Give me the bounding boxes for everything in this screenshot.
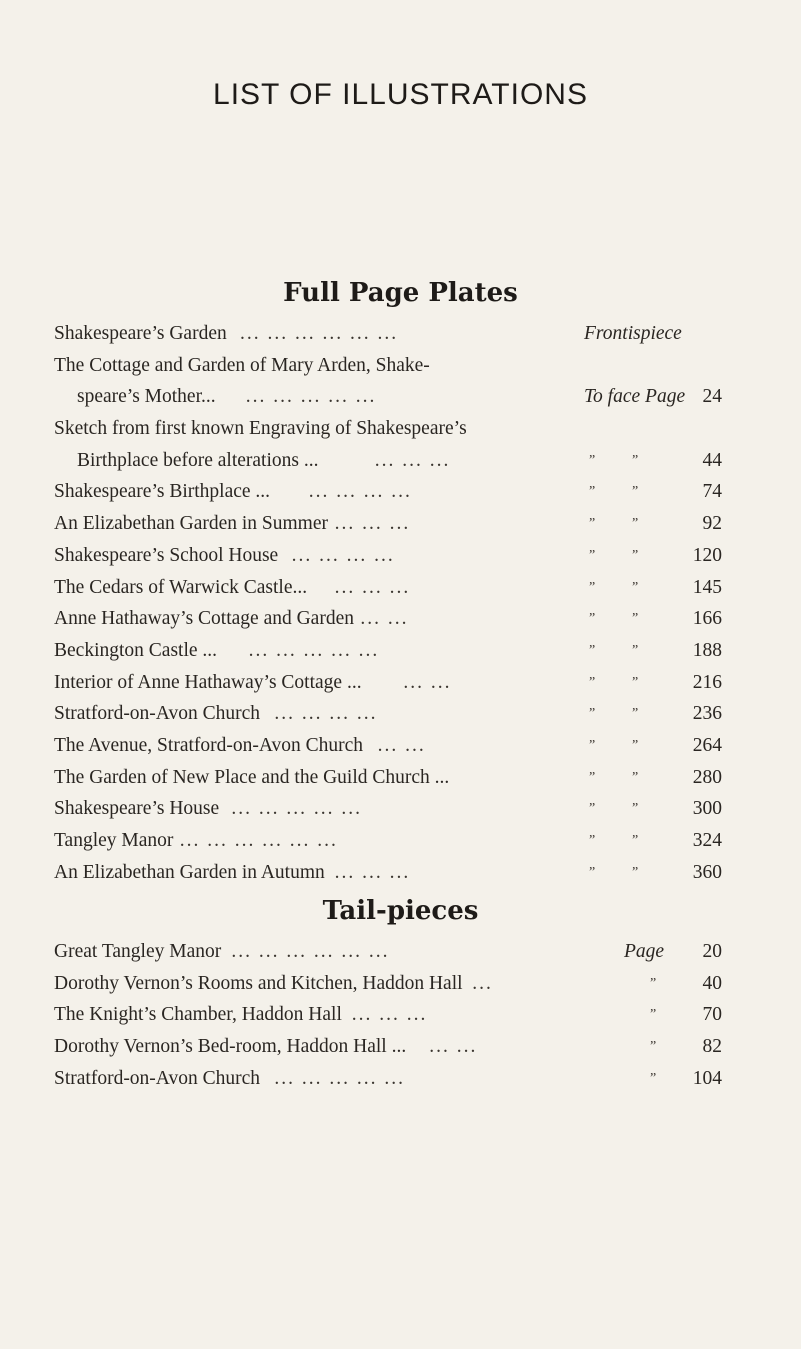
- ditto-mark: ”: [650, 1007, 657, 1023]
- list-item: [54, 318, 722, 350]
- list-item: [54, 968, 722, 1000]
- list-item: [54, 793, 722, 825]
- page-number: 360: [692, 861, 722, 883]
- page-number: 216: [692, 671, 722, 693]
- list-item: [54, 635, 722, 667]
- list-item: [54, 572, 722, 604]
- page-number: 44: [702, 449, 722, 471]
- item-title: Stratford-on-Avon Church: [54, 1067, 260, 1089]
- leader-dots: ... ... ... ... ...: [245, 386, 377, 408]
- page-number: 280: [692, 766, 722, 788]
- page-number: 264: [692, 734, 722, 756]
- ditto-mark: ”: [589, 516, 596, 532]
- page-number: 92: [702, 513, 722, 535]
- page-number: 120: [692, 544, 722, 566]
- page-reference: Frontispiece: [584, 323, 682, 344]
- list-item: [54, 762, 722, 794]
- item-title: Anne Hathaway’s Cottage and Garden: [54, 608, 354, 630]
- leader-dots: ... ... ... ...: [308, 481, 412, 503]
- ditto-mark: ”: [632, 484, 639, 500]
- leader-dots: ... ... ...: [374, 449, 451, 471]
- page-number: 236: [692, 703, 722, 725]
- tail-pieces-list: [54, 936, 722, 1094]
- list-item: [54, 1031, 722, 1063]
- ditto-mark: ”: [632, 706, 639, 722]
- ditto-mark: ”: [632, 611, 639, 627]
- item-title: Shakespeare’s Garden: [54, 323, 227, 344]
- ditto-mark: ”: [589, 547, 596, 563]
- leader-dots: ... ... ...: [334, 513, 411, 535]
- ditto-mark: ”: [650, 975, 657, 991]
- page-number: 82: [702, 1036, 722, 1058]
- page-reference: Page: [624, 941, 665, 962]
- section-heading-full-page-plates: Full Page Plates: [283, 278, 518, 308]
- page-number: 166: [692, 608, 722, 630]
- item-title: The Avenue, Stratford-on-Avon Church: [54, 734, 364, 756]
- item-title: Dorothy Vernon’s Bed-room, Haddon Hall ...: [54, 1036, 407, 1058]
- item-title: The Cottage and Garden of Mary Arden, Shake-: [54, 354, 430, 376]
- leader-dots: ... ... ... ... ... ...: [179, 830, 338, 851]
- ditto-mark: ”: [632, 516, 639, 532]
- leader-dots: ... ...: [403, 671, 452, 693]
- ditto-mark: ”: [589, 484, 596, 500]
- item-title: Sketch from first known Engraving of Shakespeare’s: [54, 418, 467, 440]
- plates-list: [54, 318, 722, 888]
- ditto-mark: ”: [632, 801, 639, 817]
- page-number: 300: [692, 798, 722, 820]
- list-item: [54, 857, 722, 889]
- page-number: 74: [702, 481, 722, 503]
- list-item: [54, 667, 722, 699]
- list-item: [54, 698, 722, 730]
- leader-dots: ... ... ... ... ...: [231, 798, 363, 820]
- leader-dots: ... ... ... ...: [274, 703, 378, 725]
- list-item: [54, 350, 722, 382]
- list-item: [54, 603, 722, 635]
- ditto-mark: ”: [589, 611, 596, 627]
- ditto-mark: ”: [589, 579, 596, 595]
- leader-dots: ... ...: [429, 1036, 478, 1058]
- ditto-mark: ”: [589, 801, 596, 817]
- item-title: The Knight’s Chamber, Haddon Hall: [54, 1004, 342, 1026]
- ditto-mark: ”: [589, 642, 596, 658]
- page-number: 104: [692, 1067, 722, 1089]
- ditto-mark: ”: [589, 864, 596, 880]
- ditto-mark: ”: [632, 547, 639, 563]
- ditto-mark: ”: [589, 452, 596, 468]
- leader-dots: ... ...: [377, 734, 426, 756]
- page-title: LIST OF ILLUSTRATIONS: [213, 78, 588, 111]
- leader-dots: ... ...: [360, 608, 409, 630]
- ditto-mark: ”: [632, 674, 639, 690]
- item-title: Shakespeare’s House: [54, 798, 220, 820]
- ditto-mark: ”: [632, 579, 639, 595]
- item-title: Stratford-on-Avon Church: [54, 703, 260, 725]
- list-item: [54, 1063, 722, 1095]
- leader-dots: ...: [472, 972, 493, 994]
- item-title: An Elizabethan Garden in Autumn: [54, 861, 325, 883]
- item-title: Tangley Manor: [54, 830, 174, 851]
- ditto-mark: ”: [589, 737, 596, 753]
- list-item: [54, 999, 722, 1031]
- ditto-mark: ”: [589, 706, 596, 722]
- ditto-mark: ”: [632, 737, 639, 753]
- item-title: speare’s Mother...: [77, 386, 216, 408]
- leader-dots: ... ... ... ...: [291, 544, 395, 566]
- page-number: 145: [692, 576, 722, 598]
- item-title: Birthplace before alterations ...: [77, 449, 319, 471]
- list-item: [54, 540, 722, 572]
- list-item: [54, 730, 722, 762]
- section-heading-tail-pieces: Tail-pieces: [322, 896, 479, 926]
- ditto-mark: ”: [589, 769, 596, 785]
- item-title: Interior of Anne Hathaway’s Cottage ...: [54, 671, 362, 693]
- page-number: 324: [692, 830, 722, 851]
- item-title: Dorothy Vernon’s Rooms and Kitchen, Haddon Hall: [54, 972, 463, 994]
- list-item: [54, 476, 722, 508]
- leader-dots: ... ... ...: [351, 1004, 428, 1026]
- leader-dots: ... ... ... ... ... ...: [240, 323, 399, 344]
- page-number: 40: [702, 972, 722, 994]
- page-number: 70: [702, 1004, 722, 1026]
- leader-dots: ... ... ...: [334, 576, 411, 598]
- item-title: The Garden of New Place and the Guild Church ...: [54, 766, 450, 788]
- list-item: [54, 445, 722, 477]
- list-item: [54, 825, 722, 857]
- ditto-mark: ”: [632, 769, 639, 785]
- list-item: [54, 508, 722, 540]
- list-item: [54, 381, 722, 413]
- page-number: 24: [702, 386, 722, 408]
- item-title: Beckington Castle ...: [54, 639, 218, 661]
- page-number: 188: [692, 639, 722, 661]
- leader-dots: ... ... ... ... ...: [274, 1067, 406, 1089]
- list-item: [54, 413, 722, 445]
- ditto-mark: ”: [650, 1039, 657, 1055]
- item-title: Shakespeare’s Birthplace ...: [54, 481, 271, 503]
- item-title: Great Tangley Manor: [54, 941, 222, 962]
- ditto-mark: ”: [632, 452, 639, 468]
- ditto-mark: ”: [589, 674, 596, 690]
- leader-dots: ... ... ... ... ...: [248, 639, 380, 661]
- list-item: [54, 936, 722, 968]
- item-title: The Cedars of Warwick Castle...: [54, 576, 308, 598]
- ditto-mark: ”: [632, 642, 639, 658]
- item-title: An Elizabethan Garden in Summer: [54, 513, 328, 535]
- ditto-mark: ”: [632, 864, 639, 880]
- leader-dots: ... ... ...: [334, 861, 411, 883]
- item-title: Shakespeare’s School House: [54, 544, 279, 566]
- leader-dots: ... ... ... ... ... ...: [231, 941, 390, 962]
- page-reference: To face Page: [584, 386, 686, 408]
- ditto-mark: ”: [650, 1070, 657, 1086]
- ditto-mark: ”: [632, 833, 639, 848]
- ditto-mark: ”: [589, 833, 596, 848]
- page-number: 20: [702, 941, 722, 962]
